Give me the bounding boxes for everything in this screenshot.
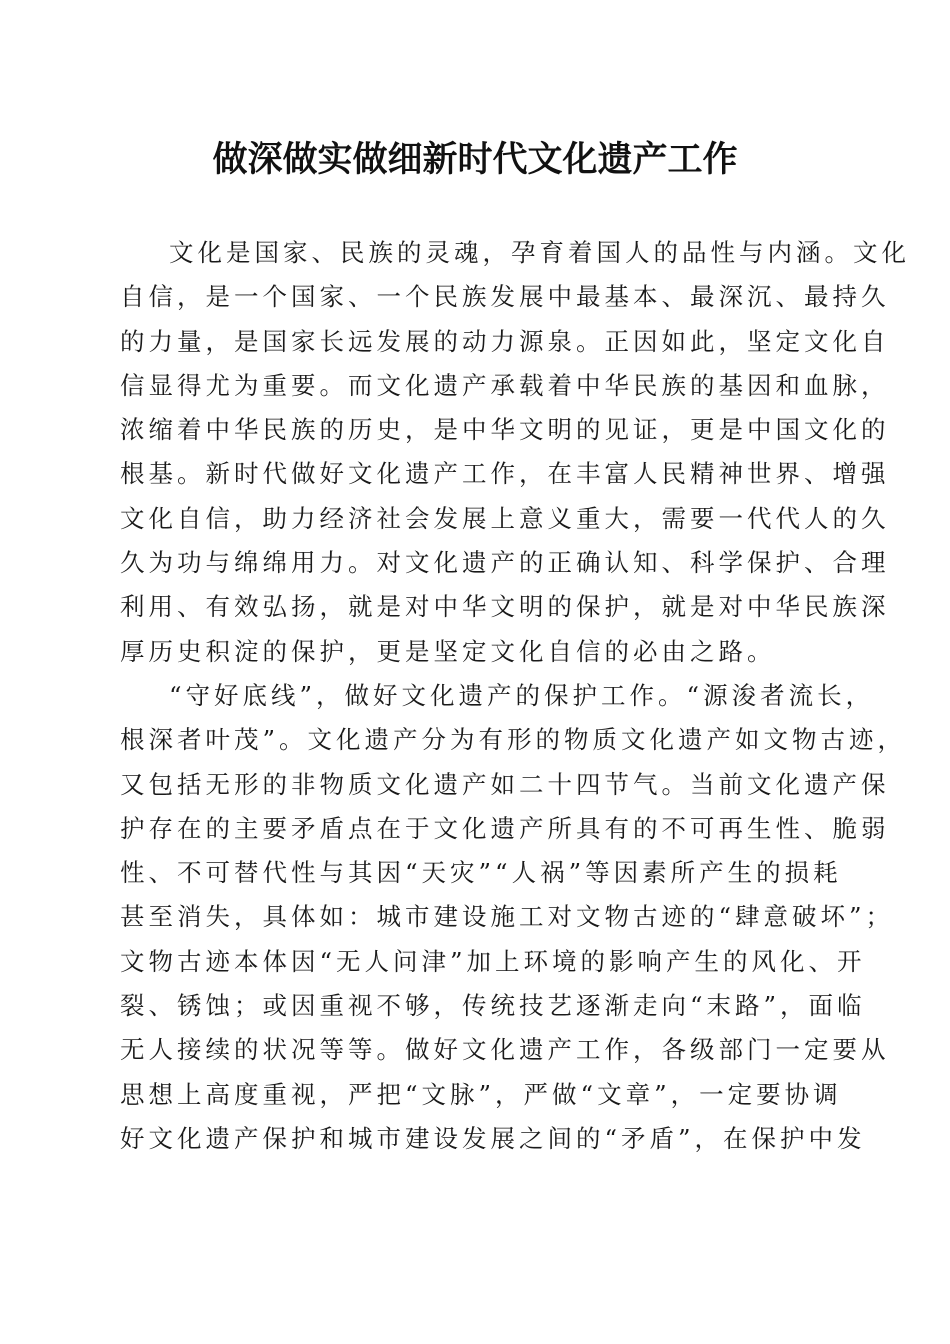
text-line: 利用、有效弘扬，就是对中华文明的保护，就是对中华民族深	[120, 592, 890, 622]
paragraph-2	[120, 674, 907, 1161]
page-title: 做深做实做细新时代文化遗产工作	[212, 139, 738, 180]
text-line: 护存在的主要矛盾点在于文化遗产所具有的不可再生性、脆弱	[120, 813, 890, 843]
text-line: 信显得尤为重要。而文化遗产承载着中华民族的基因和血脉，	[120, 370, 890, 400]
text-line: 裂、锈蚀；或因重视不够，传统技艺逐渐走向“末路”，面临	[120, 991, 866, 1021]
text-line: 自信，是一个国家、一个民族发展中最基本、最深沉、最持久	[120, 282, 890, 312]
text-line: 根基。新时代做好文化遗产工作，在丰富人民精神世界、增强	[120, 459, 890, 489]
document-body	[120, 231, 910, 1161]
text-line: 厚历史积淀的保护，更是坚定文化自信的必由之路。	[120, 636, 776, 666]
text-line: 文化是国家、民族的灵魂，孕育着国人的品性与内涵。文化	[169, 238, 910, 267]
text-line: 思想上高度重视，严把“文脉”，严做“文章”，一定要协调	[120, 1079, 842, 1109]
text-line: 文物古迹本体因“无人问津”加上环境的影响产生的风化、开	[120, 946, 866, 976]
text-line: 久为功与绵绵用力。对文化遗产的正确认知、科学保护、合理	[120, 548, 890, 578]
text-line: 又包括无形的非物质文化遗产如二十四节气。当前文化遗产保	[120, 769, 890, 799]
text-line: 好文化遗产保护和城市建设发展之间的“矛盾”，在保护中发	[120, 1123, 866, 1153]
text-line: 甚至消失，具体如：城市建设施工对文物古迹的“肆意破坏”；	[120, 902, 895, 932]
text-line: 无人接续的状况等等。做好文化遗产工作，各级部门一定要从	[120, 1035, 890, 1065]
text-line: 浓缩着中华民族的历史，是中华文明的见证，更是中国文化的	[120, 415, 890, 445]
text-line: 的力量，是国家长远发展的动力源泉。正因如此，坚定文化自	[120, 326, 890, 356]
text-line: “守好底线”，做好文化遗产的保护工作。“源浚者流长，	[169, 680, 875, 710]
text-line: 根深者叶茂”。文化遗产分为有形的物质文化遗产如文物古迹，	[120, 725, 907, 755]
paragraph-1	[120, 231, 910, 674]
text-line: 文化自信，助力经济社会发展上意义重大，需要一代代人的久	[120, 503, 890, 533]
text-line: 性、不可替代性与其因“天灾”“人祸”等因素所产生的损耗	[120, 858, 842, 888]
